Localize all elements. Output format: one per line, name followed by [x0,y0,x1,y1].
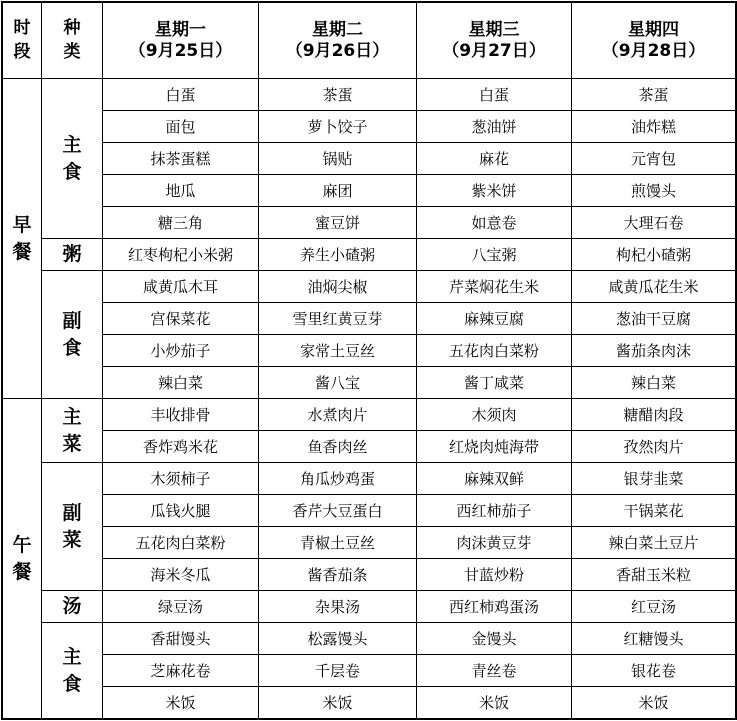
table-row [3,111,736,143]
day-date: （9月25日） [128,40,233,61]
category-lunch-main-dish: 主菜 [42,399,103,463]
menu-item: 红枣枸杞小米粥 [103,239,259,271]
menu-item: 蜜豆饼 [259,207,417,239]
menu-item: 麻花 [417,143,572,175]
menu-item: 红烧肉炖海带 [417,431,572,463]
category-lunch-side-dish: 副菜 [42,463,103,591]
menu-item: 海米冬瓜 [103,559,259,591]
menu-item: 油炸糕 [572,111,736,143]
menu-item: 银芽韭菜 [572,463,736,495]
menu-item: 千层卷 [259,655,417,687]
menu-item: 木须肉 [417,399,572,431]
menu-item: 宫保菜花 [103,303,259,335]
table-row [3,271,736,303]
menu-item: 青椒土豆丝 [259,527,417,559]
table-row [3,623,736,655]
menu-item: 如意卷 [417,207,572,239]
menu-item: 麻团 [259,175,417,207]
menu-item: 辣白菜 [572,367,736,399]
menu-item: 绿豆汤 [103,591,259,623]
menu-item: 香芹大豆蛋白 [259,495,417,527]
day-name: 星期三 [468,20,520,41]
menu-item: 银花卷 [572,655,736,687]
day-date: （9月26日） [285,40,390,61]
table-row [3,463,736,495]
menu-item: 辣白菜土豆片 [572,527,736,559]
table-row [3,335,736,367]
category-lunch-staple: 主食 [42,623,103,719]
weekly-menu-table [2,2,736,719]
menu-item: 干锅菜花 [572,495,736,527]
day-header-tue [259,3,417,79]
menu-item: 油焖尖椒 [259,271,417,303]
menu-item: 芝麻花卷 [103,655,259,687]
menu-item: 红豆汤 [572,591,736,623]
menu-item: 芹菜焖花生米 [417,271,572,303]
menu-item: 鱼香肉丝 [259,431,417,463]
table-row [3,143,736,175]
menu-item: 茶蛋 [259,79,417,111]
menu-item: 角瓜炒鸡蛋 [259,463,417,495]
day-name: 星期四 [628,20,679,41]
menu-item: 水煮肉片 [259,399,417,431]
menu-item: 青丝卷 [417,655,572,687]
menu-item: 肉沫黄豆芽 [417,527,572,559]
table-row [3,175,736,207]
menu-item: 糖醋肉段 [572,399,736,431]
menu-item: 咸黄瓜木耳 [103,271,259,303]
menu-item: 酱八宝 [259,367,417,399]
table-row [3,527,736,559]
table-row [3,207,736,239]
header-row [3,3,736,79]
day-header-thu [572,3,736,79]
menu-item: 锅贴 [259,143,417,175]
day-name: 星期二 [312,20,363,41]
table-row [3,655,736,687]
table-row [3,495,736,527]
menu-item: 养生小碴粥 [259,239,417,271]
table-row [3,591,736,623]
menu-item: 米饭 [103,687,259,719]
menu-item: 葱油饼 [417,111,572,143]
menu-item: 大理石卷 [572,207,736,239]
menu-item: 西红柿鸡蛋汤 [417,591,572,623]
table-row [3,303,736,335]
menu-item: 杂果汤 [259,591,417,623]
menu-item: 白蛋 [417,79,572,111]
menu-item: 抹茶蛋糕 [103,143,259,175]
menu-item: 甘蓝炒粉 [417,559,572,591]
day-header-mon [103,3,259,79]
menu-item: 雪里红黄豆芽 [259,303,417,335]
menu-item: 元宵包 [572,143,736,175]
menu-item: 酱丁咸菜 [417,367,572,399]
table-row [3,399,736,431]
category-breakfast-porridge: 粥 [42,239,103,271]
day-header-wed [417,3,572,79]
menu-item: 紫米饼 [417,175,572,207]
period-header: 时段 [3,3,42,79]
menu-item: 萝卜饺子 [259,111,417,143]
table-row [3,367,736,399]
menu-item: 米饭 [417,687,572,719]
menu-item: 八宝粥 [417,239,572,271]
menu-item: 枸杞小碴粥 [572,239,736,271]
menu-item: 地瓜 [103,175,259,207]
menu-item: 香炸鸡米花 [103,431,259,463]
table-row [3,431,736,463]
menu-item: 木须柿子 [103,463,259,495]
period-lunch: 午餐 [3,399,42,719]
day-date: （9月27日） [442,40,546,61]
menu-item: 米饭 [572,687,736,719]
menu-item: 酱香茄条 [259,559,417,591]
menu-item: 面包 [103,111,259,143]
menu-item: 西红柿茄子 [417,495,572,527]
menu-item: 香甜馒头 [103,623,259,655]
category-breakfast-staple: 主食 [42,79,103,239]
period-breakfast: 早餐 [3,79,42,399]
menu-item: 小炒茄子 [103,335,259,367]
menu-item: 煎馒头 [572,175,736,207]
category-header: 种类 [42,3,103,79]
table-row [3,79,736,111]
menu-item: 麻辣双鲜 [417,463,572,495]
category-lunch-soup: 汤 [42,591,103,623]
menu-item: 家常土豆丝 [259,335,417,367]
menu-item: 红糖馒头 [572,623,736,655]
menu-item: 麻辣豆腐 [417,303,572,335]
menu-item: 糖三角 [103,207,259,239]
table-row [3,559,736,591]
menu-item: 五花肉白菜粉 [417,335,572,367]
menu-item: 丰收排骨 [103,399,259,431]
menu-item: 葱油干豆腐 [572,303,736,335]
menu-item: 松露馒头 [259,623,417,655]
menu-item: 五花肉白菜粉 [103,527,259,559]
table-row [3,239,736,271]
menu-item: 茶蛋 [572,79,736,111]
menu-item: 咸黄瓜花生米 [572,271,736,303]
table-row [3,687,736,719]
menu-item: 金馒头 [417,623,572,655]
menu-item: 香甜玉米粒 [572,559,736,591]
menu-item: 酱茄条肉沫 [572,335,736,367]
day-name: 星期一 [155,20,206,41]
menu-item: 孜然肉片 [572,431,736,463]
menu-item: 米饭 [259,687,417,719]
menu-item: 辣白菜 [103,367,259,399]
menu-item: 瓜钱火腿 [103,495,259,527]
category-breakfast-side: 副食 [42,271,103,399]
menu-item: 白蛋 [103,79,259,111]
day-date: （9月28日） [601,40,706,61]
